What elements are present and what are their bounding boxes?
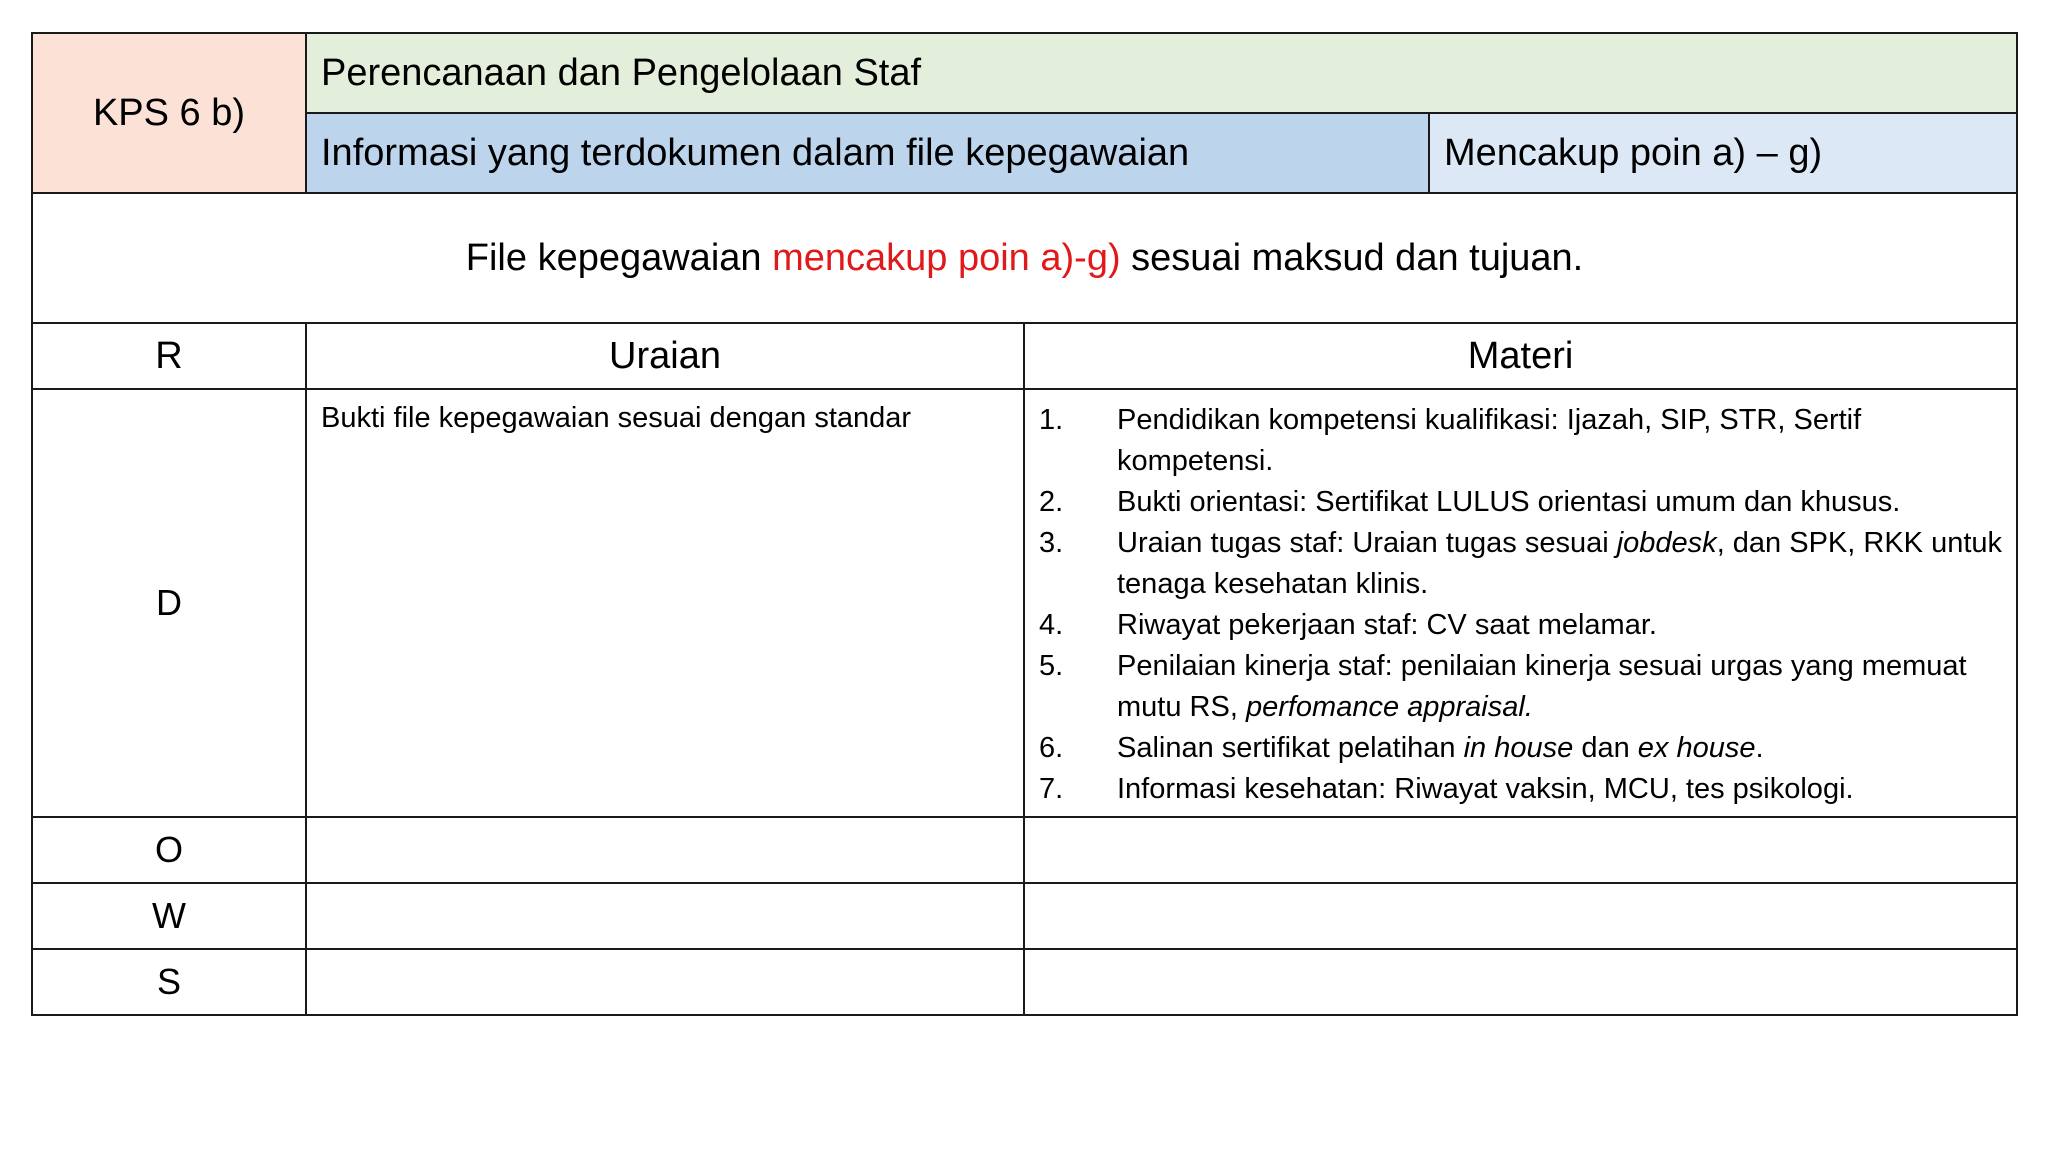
materi-italic-text: jobdesk <box>1616 527 1717 559</box>
materi-d <box>1024 389 2017 817</box>
col-header-materi: Materi <box>1024 323 2017 389</box>
scope-cell <box>1429 113 2017 193</box>
info-cell <box>306 113 1429 193</box>
row-label-s: S <box>32 949 306 1015</box>
uraian-d: Bukti file kepegawaian sesuai dengan standar <box>306 389 1024 817</box>
col-header-r: R <box>32 323 306 389</box>
materi-item <box>1039 400 2002 482</box>
materi-item-number: 2. <box>1039 486 1064 518</box>
scope-text: Mencakup poin a) – g) <box>1444 131 1823 174</box>
materi-text: Bukti orientasi: Sertifikat LULUS orientasi umum dan khusus. <box>1117 486 1901 518</box>
materi-item-text <box>1117 400 2002 482</box>
materi-item-text <box>1117 769 2002 810</box>
materi-text: Informasi kesehatan: Riwayat vaksin, MCU, tes psikologi. <box>1117 773 1854 805</box>
uraian-s <box>306 949 1024 1015</box>
materi-text: . <box>1755 732 1764 764</box>
materi-item <box>1039 728 2002 769</box>
materi-item <box>1039 605 2002 646</box>
row-label-o: O <box>32 817 306 883</box>
kps-code: KPS 6 b) <box>92 91 246 134</box>
materi-text: Pendidikan kompetensi kualifikasi: Ijazah, SIP, STR, Sertif kompetensi. <box>1117 404 1862 477</box>
row-label-w: W <box>32 883 306 949</box>
col-header-uraian: Uraian <box>306 323 1024 389</box>
kps-code-cell <box>32 33 306 193</box>
materi-item-text <box>1117 523 2002 605</box>
materi-italic-text: in house <box>1463 732 1574 764</box>
uraian-w <box>306 883 1024 949</box>
materi-item-number: 3. <box>1039 527 1064 559</box>
materi-text: dan <box>1573 732 1638 764</box>
materi-text: Salinan sertifikat pelatihan <box>1117 732 1464 764</box>
materi-item-text <box>1117 605 2002 646</box>
materi-s <box>1024 949 2017 1015</box>
info-text: Informasi yang terdokumen dalam file kepegawaian <box>321 131 1190 174</box>
materi-text: Riwayat pekerjaan staf: CV saat melamar. <box>1117 609 1657 641</box>
materi-item-number: 6. <box>1039 732 1064 764</box>
materi-item-number: 4. <box>1039 609 1064 641</box>
uraian-o <box>306 817 1024 883</box>
materi-item-number: 7. <box>1039 773 1064 805</box>
materi-text: Uraian tugas staf: Uraian tugas sesuai <box>1117 527 1617 559</box>
statement-highlight: mencakup poin a)-g) <box>772 236 1121 279</box>
materi-text: , dan SPK, RKK untuk tenaga kesehatan klinis. <box>1117 527 2003 600</box>
materi-w <box>1024 883 2017 949</box>
materi-item-text <box>1117 646 2002 728</box>
statement-part2: sesuai maksud dan tujuan. <box>1120 236 1584 279</box>
materi-item-text <box>1117 728 2002 769</box>
materi-list <box>1039 400 2002 810</box>
materi-item <box>1039 646 2002 728</box>
materi-item-text <box>1117 482 2002 523</box>
materi-item <box>1039 523 2002 605</box>
row-label-d: D <box>32 389 306 817</box>
statement-cell <box>32 193 2017 323</box>
standard-title-cell <box>306 33 2017 113</box>
materi-o <box>1024 817 2017 883</box>
materi-italic-text: ex house <box>1637 732 1756 764</box>
materi-italic-text: perfomance appraisal. <box>1245 691 1533 723</box>
materi-item-number: 5. <box>1039 650 1064 682</box>
kps-table <box>31 32 2018 1016</box>
materi-item <box>1039 482 2002 523</box>
materi-item-number: 1. <box>1039 404 1064 436</box>
materi-item <box>1039 769 2002 810</box>
statement-part1: File kepegawaian <box>465 236 773 279</box>
materi-text: Penilaian kinerja staf: penilaian kinerja sesuai urgas yang memuat mutu RS, <box>1117 650 1967 723</box>
standard-title: Perencanaan dan Pengelolaan Staf <box>321 51 922 94</box>
